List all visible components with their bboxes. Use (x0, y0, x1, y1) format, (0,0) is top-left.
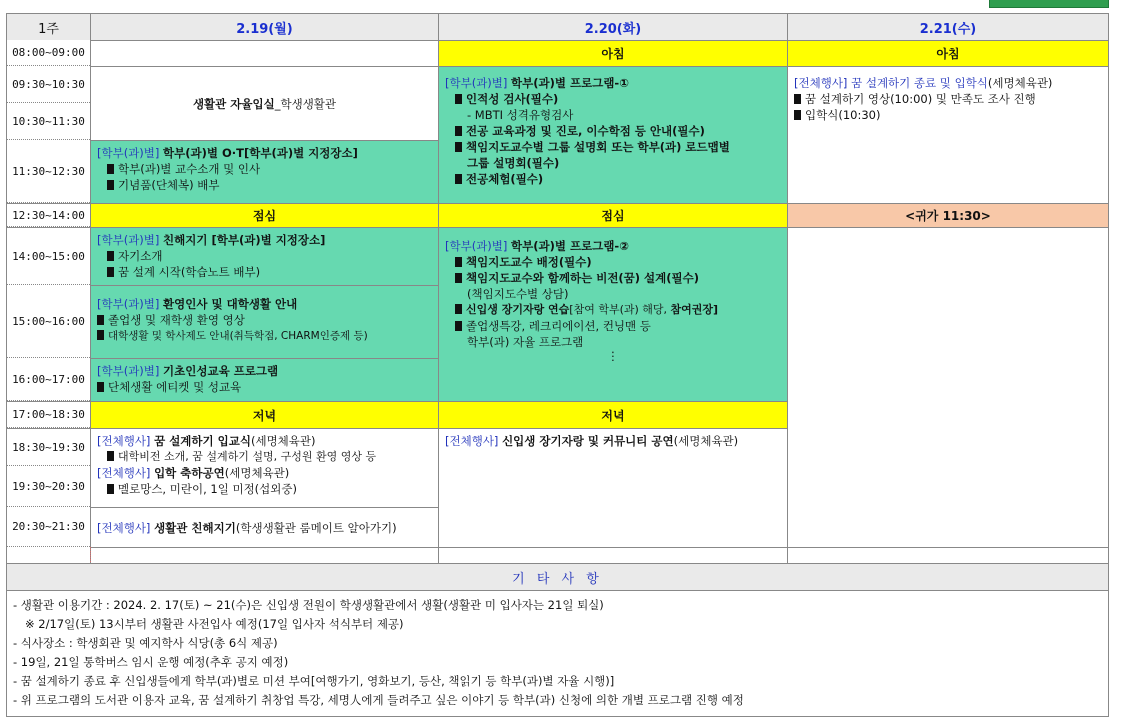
bullet-icon (455, 273, 462, 283)
tag: [전체행사] (97, 466, 151, 480)
tue-dinner: 저녁 (438, 401, 788, 429)
time-slot: 16:00~17:00 (7, 358, 90, 401)
day-header-tue: 2.20(화) (438, 13, 788, 41)
time-slot: 20:30~21:30 (7, 507, 90, 547)
mon-lunch: 점심 (90, 203, 439, 228)
place: (학생생활관 룸메이트 알아가기) (235, 520, 397, 535)
bullet-icon (97, 315, 104, 325)
item: 꿈 설계하기 영상(10:00) 및 만족도 조사 진행 (805, 92, 1036, 106)
item: (책임지도수별 상담) (467, 287, 569, 301)
title: 학부(과)별 프로그램-① (511, 76, 629, 90)
bullet-icon (455, 321, 462, 331)
tag: [전체행사] (97, 520, 151, 535)
tag: [학부(과)별] (445, 76, 508, 90)
mon-ot-block (90, 140, 439, 204)
bullet-icon (107, 251, 114, 261)
item: 책임지도교수와 함께하는 비전(꿈) 설계(필수) (466, 271, 699, 285)
bullet-icon (794, 110, 801, 120)
place: (세명체육관) (987, 76, 1053, 90)
wed-blank-row (787, 547, 1109, 564)
tue-program-1 (438, 66, 788, 204)
note-line: - 식사장소 : 학생회관 및 예지학사 식당(총 6식 제공) (13, 636, 278, 650)
item: - MBTI 성격유형검사 (467, 108, 574, 122)
bullet-icon (455, 94, 462, 104)
place: (세명체육관) (250, 434, 316, 448)
bullet-icon (455, 257, 462, 267)
bullet-icon (107, 267, 114, 277)
note-line: - 위 프로그램의 도서관 이용자 교육, 꿈 설계하기 취창업 특강, 세명人에게 들려주고 싶은 이야기 등 학부(과) 신청에 의한 개별 프로그램 진행 예정 (13, 693, 744, 707)
time-slot: 08:00~09:00 (7, 40, 90, 66)
time-slot: 11:30~12:30 (7, 140, 90, 203)
item: 대학비전 소개, 꿈 설계하기 설명, 구성원 환영 영상 등 (118, 450, 377, 463)
title: 생활관 친해지기 (154, 520, 236, 535)
bullet-icon (107, 484, 114, 494)
item: 인적성 검사(필수) (466, 92, 559, 106)
item: 신입생 장기자랑 연습 (466, 303, 570, 316)
title: 꿈 설계하기 입교식 (154, 434, 251, 448)
note-line: - 꿈 설계하기 종료 후 신입생들에게 학부(과)별로 미션 부여[여행가기, 영화보기, 등산, 책읽기 등 학부(과)별 자율 시행)] (13, 674, 615, 688)
item: 학부(과) 자율 프로그램 (467, 335, 584, 349)
item: 그룹 설명회(필수) (467, 156, 560, 170)
time-slot: 09:30~10:30 (7, 66, 90, 103)
day-header-mon: 2.19(월) (90, 13, 439, 41)
mon-welcome-block (90, 285, 439, 359)
mon-dorm-checkin (90, 66, 439, 141)
item: 전공체험(필수) (466, 172, 544, 186)
tag: [학부(과)별] (97, 297, 160, 311)
bullet-icon (107, 451, 114, 461)
tag: [학부(과)별] (445, 239, 508, 253)
time-slot: 12:30~14:00 (7, 203, 90, 227)
notes-title: 기 타 사 항 (6, 563, 1109, 591)
bullet-icon (455, 126, 462, 136)
item: 꿈 설계 시작(학습노트 배부) (118, 265, 261, 279)
time-slot: 15:00~16:00 (7, 285, 90, 358)
item: 전공 교육과정 및 진로, 이수학점 등 안내(필수) (466, 124, 705, 138)
dorm-sub: _학생생활관 (274, 96, 337, 111)
item: 멜로망스, 미란이, 1일 미정(섭외중) (118, 482, 297, 496)
note-line: - 19일, 21일 통학버스 임시 운행 예정(추후 공지 예정) (13, 655, 289, 669)
bullet-icon (455, 142, 462, 152)
notes-body (6, 590, 1109, 717)
item: 학부(과)별 교수소개 및 인사 (118, 162, 261, 176)
mon-roommate-block (90, 507, 439, 548)
item: [참여 학부(과) 해당, (569, 303, 668, 316)
tue-breakfast: 아침 (438, 40, 788, 67)
week-label: 1주 (6, 13, 91, 41)
tue-lunch: 점심 (438, 203, 788, 228)
wed-empty-afternoon (787, 227, 1109, 548)
item: 참여권장] (670, 303, 719, 316)
mon-empty-0800 (90, 40, 439, 67)
title: 학부(과)별 프로그램-② (511, 239, 629, 253)
title: 친해지기 [학부(과)별 지정장소] (163, 233, 326, 247)
time-column (6, 40, 91, 564)
mon-dinner: 저녁 (90, 401, 439, 429)
continuation-dots: ⋮ (607, 350, 619, 362)
item: 기념품(단체복) 배부 (118, 178, 220, 192)
title: 신입생 장기자랑 및 커뮤니티 공연 (502, 434, 674, 448)
wed-go-home: <귀가 11:30> (787, 203, 1109, 228)
item: 단체생활 에티켓 및 성교육 (108, 380, 242, 394)
mon-blank-row (90, 547, 439, 564)
wed-breakfast: 아침 (787, 40, 1109, 67)
day-header-wed: 2.21(수) (787, 13, 1109, 41)
time-slot: 19:30~20:30 (7, 466, 90, 507)
title: 학부(과)별 O·T[학부(과)별 지정장소] (163, 146, 358, 160)
tag: [전체행사] (794, 76, 848, 90)
note-line: ※ 2/17일(토) 13시부터 생활관 사전입사 예정(17일 입사자 석식부터 제공) (25, 617, 404, 631)
item: 졸업생특강, 레크리에이션, 컨닝맨 등 (466, 319, 651, 333)
title: 꿈 설계하기 종료 및 입학식 (851, 76, 988, 90)
mon-basic-edu-block (90, 358, 439, 402)
mon-evening-block (90, 428, 439, 508)
bullet-icon (455, 174, 462, 184)
item: 대학생활 및 학사제도 안내(취득학점, CHARM인증제 등) (108, 330, 368, 342)
tue-program-2 (438, 227, 788, 402)
place: (세명체육관) (224, 466, 290, 480)
item: 자기소개 (118, 249, 163, 263)
tag: [학부(과)별] (97, 364, 160, 378)
title: 입학 축하공연 (154, 466, 225, 480)
item: 졸업생 및 재학생 환영 영상 (108, 313, 245, 327)
top-right-badge[interactable] (989, 0, 1109, 8)
note-line: - 생활관 이용기간 : 2024. 2. 17(토) ~ 21(수)은 신입생 전원이 학생생활관에서 생활(생활관 미 입사자는 21일 퇴실) (13, 598, 604, 612)
bullet-icon (107, 180, 114, 190)
time-slot: 10:30~11:30 (7, 103, 90, 140)
tag: [학부(과)별] (97, 146, 160, 160)
time-slot: 17:00~18:30 (7, 401, 90, 428)
bullet-icon (794, 94, 801, 104)
place: (세명체육관) (673, 434, 739, 448)
bullet-icon (97, 330, 104, 340)
tag: [전체행사] (97, 434, 151, 448)
bullet-icon (107, 164, 114, 174)
time-slot: 14:00~15:00 (7, 227, 90, 285)
wed-closing-block (787, 66, 1109, 204)
tag: [전체행사] (445, 434, 499, 448)
tue-blank-row (438, 547, 788, 564)
title: 환영인사 및 대학생활 안내 (163, 297, 298, 311)
bullet-icon (97, 382, 104, 392)
mon-icebreak-block (90, 227, 439, 286)
dorm-title: 생활관 자율입실 (192, 96, 275, 111)
tag: [학부(과)별] (97, 233, 160, 247)
time-slot: 18:30~19:30 (7, 428, 90, 466)
title: 기초인성교육 프로그램 (163, 364, 279, 378)
item: 책임지도교수별 그룹 설명회 또는 학부(과) 로드맵별 (466, 140, 730, 154)
tue-evening-block (438, 428, 788, 548)
item: 책임지도교수 배정(필수) (466, 255, 592, 269)
bullet-icon (455, 304, 462, 314)
item: 입학식(10:30) (805, 108, 881, 122)
